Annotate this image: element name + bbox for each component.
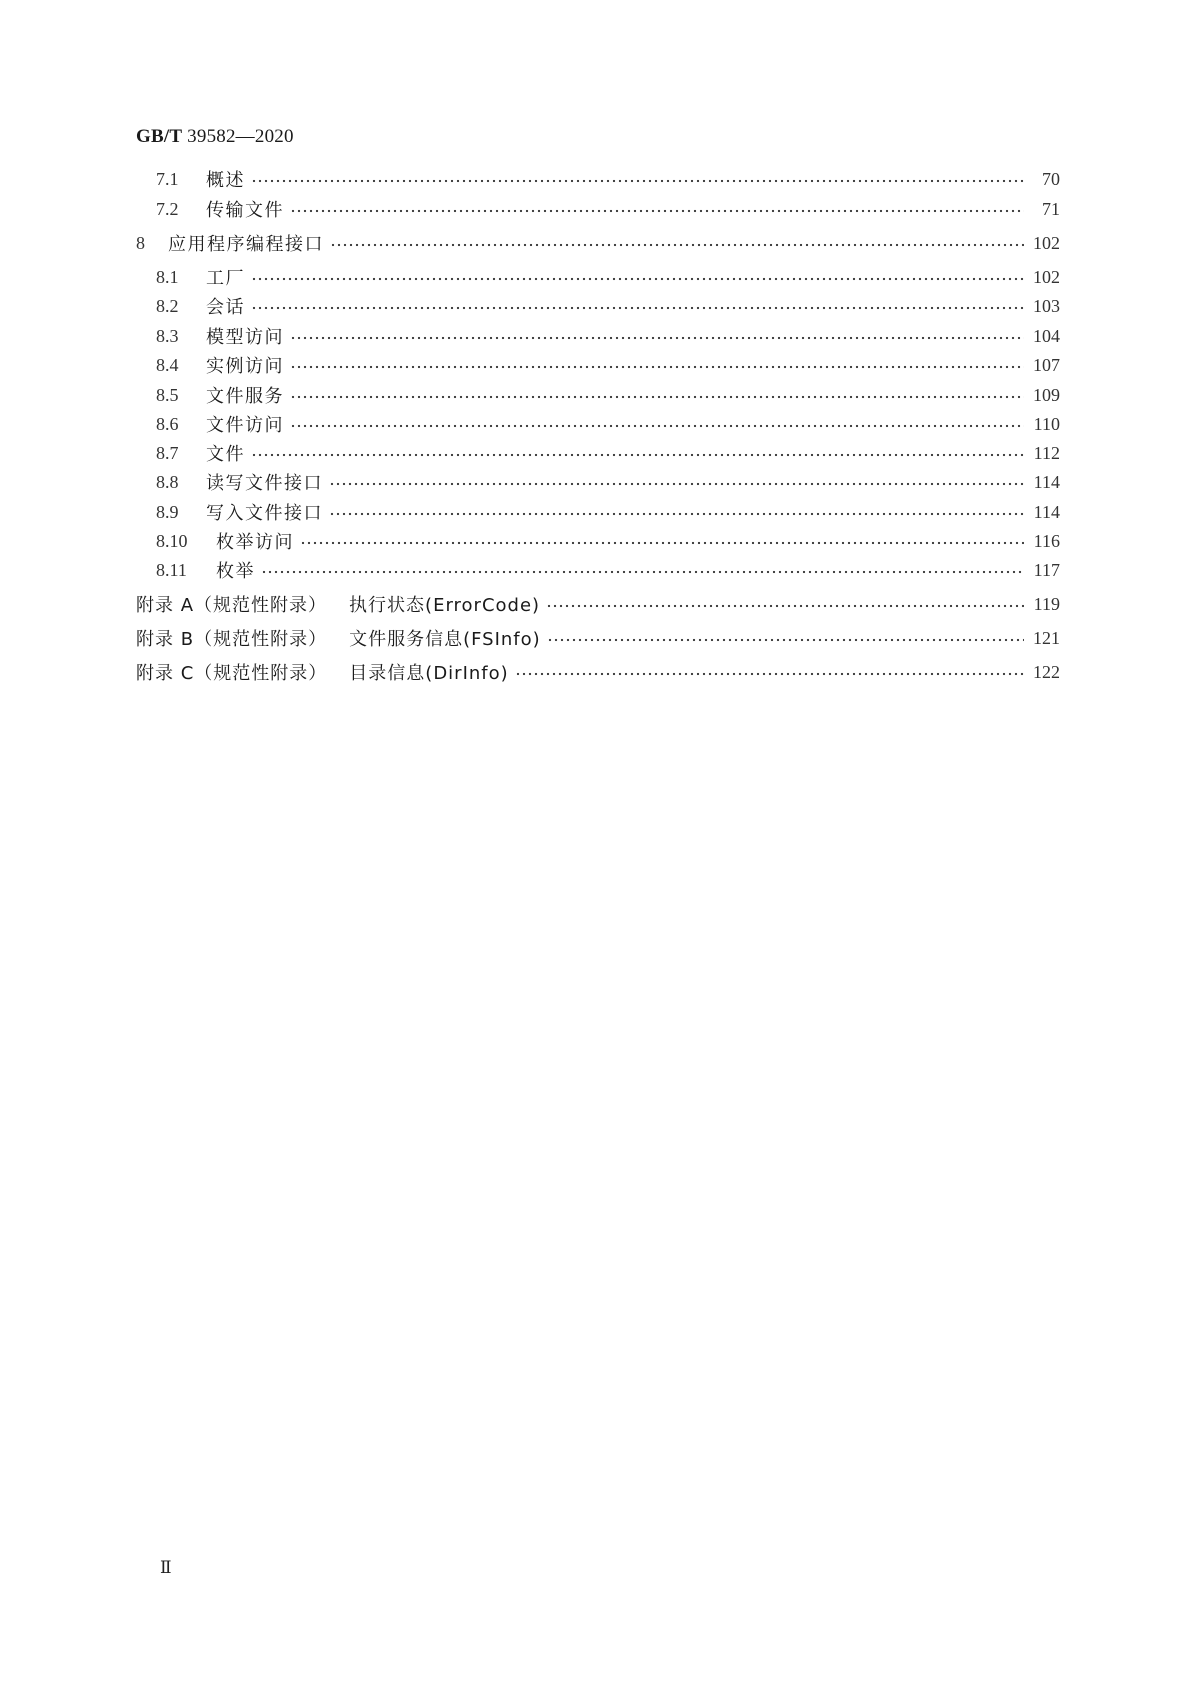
- toc-entry-page: 109: [1033, 384, 1060, 405]
- toc-entry-number: 8.9: [156, 501, 179, 522]
- toc-entry[interactable]: [156, 350, 1060, 380]
- toc-entry-title: 模型访问: [206, 327, 284, 348]
- appendix-label: 附录 B（规范性附录）: [136, 629, 328, 650]
- dot-leader: [290, 395, 1024, 399]
- toc-entry-number: 8.4: [156, 354, 179, 375]
- standard-code: GB/T: [136, 126, 183, 147]
- dot-leader: [251, 277, 1024, 281]
- dot-leader: [290, 209, 1024, 213]
- dot-leader: [290, 365, 1024, 369]
- toc-entry-title: 实例访问: [206, 356, 284, 377]
- toc-entry-number: 7.1: [156, 168, 179, 189]
- toc-entry-page: 102: [1033, 232, 1060, 253]
- toc-entry-title: 写入文件接口: [206, 503, 323, 524]
- toc-entry-page: 103: [1033, 295, 1060, 316]
- dot-leader: [547, 638, 1024, 642]
- toc-entry[interactable]: [156, 194, 1060, 224]
- toc-entry-title: 概述: [206, 170, 245, 191]
- toc-entry[interactable]: [156, 380, 1060, 410]
- toc-entry-number: 7.2: [156, 198, 179, 219]
- toc-entry-number: 8.3: [156, 325, 179, 346]
- toc-entry[interactable]: [156, 467, 1060, 497]
- toc-entry-page: 114: [1033, 471, 1060, 492]
- toc-entry[interactable]: [156, 262, 1060, 292]
- toc-entry-title: 应用程序编程接口: [168, 234, 324, 255]
- toc-entry-title: 枚举访问: [216, 532, 294, 553]
- toc-appendix-entry[interactable]: [136, 657, 1060, 687]
- toc-entry-title: 传输文件: [206, 200, 284, 221]
- toc-entry-title: 枚举: [216, 561, 255, 582]
- toc-entry-title: 文件访问: [206, 415, 284, 436]
- toc-entry[interactable]: [156, 526, 1060, 556]
- dot-leader: [251, 453, 1024, 457]
- toc-entry-page: 102: [1033, 266, 1060, 287]
- toc-entry[interactable]: [156, 164, 1060, 194]
- toc-entry-page: 107: [1033, 354, 1060, 375]
- appendix-label: 附录 A（规范性附录）: [136, 595, 328, 616]
- toc-entry-title: 会话: [206, 297, 245, 318]
- toc-entry-title: 文件服务: [206, 386, 284, 407]
- toc-entry-number: 8.1: [156, 266, 179, 287]
- toc-entry-number: 8: [136, 232, 145, 253]
- toc-entry-page: 71: [1042, 198, 1060, 219]
- appendix-label: 附录 C（规范性附录）: [136, 663, 328, 684]
- dot-leader: [329, 512, 1024, 516]
- toc-entry-page: 116: [1033, 530, 1060, 551]
- toc-entry-title: 读写文件接口: [206, 473, 323, 494]
- toc-entry[interactable]: [156, 291, 1060, 321]
- toc-appendix-entry[interactable]: [136, 623, 1060, 653]
- toc-entry-title: 工厂: [206, 268, 245, 289]
- toc-entry-number: 8.11: [156, 559, 187, 580]
- toc-entry[interactable]: [156, 321, 1060, 351]
- toc-entry-number: 8.2: [156, 295, 179, 316]
- appendix-title: 执行状态(ErrorCode): [349, 595, 541, 616]
- dot-leader: [330, 243, 1024, 247]
- dot-leader: [251, 306, 1024, 310]
- toc-entry-page: 114: [1033, 501, 1060, 522]
- toc-entry-page: 70: [1042, 168, 1060, 189]
- toc-chapter-entry[interactable]: [136, 228, 1060, 258]
- toc-entry[interactable]: [156, 555, 1060, 585]
- toc-entry-number: 8.8: [156, 471, 179, 492]
- toc-entry-page: 117: [1033, 559, 1060, 580]
- dot-leader: [546, 604, 1024, 608]
- toc-entry-number: 8.7: [156, 442, 179, 463]
- toc-entry-number: 8.10: [156, 530, 188, 551]
- appendix-page: 119: [1033, 593, 1060, 614]
- toc-entry-number: 8.6: [156, 413, 179, 434]
- standard-number: 39582—2020: [187, 126, 294, 147]
- dot-leader: [515, 672, 1024, 676]
- toc-entry[interactable]: [156, 497, 1060, 527]
- page-header: [136, 126, 294, 148]
- appendix-title: 目录信息(DirInfo): [349, 663, 509, 684]
- appendix-title: 文件服务信息(FSInfo): [349, 629, 541, 650]
- page-number-footer: Ⅱ: [160, 1558, 172, 1577]
- appendix-page: 121: [1033, 627, 1060, 648]
- toc-appendix-entry[interactable]: [136, 589, 1060, 619]
- appendix-page: 122: [1033, 661, 1060, 682]
- toc-entry-page: 110: [1033, 413, 1060, 434]
- dot-leader: [251, 179, 1024, 183]
- dot-leader: [300, 541, 1024, 545]
- dot-leader: [261, 570, 1024, 574]
- toc-entry-number: 8.5: [156, 384, 179, 405]
- toc-entry-page: 104: [1033, 325, 1060, 346]
- toc-entry-title: 文件: [206, 444, 245, 465]
- toc-entry[interactable]: [156, 409, 1060, 439]
- dot-leader: [290, 336, 1024, 340]
- dot-leader: [290, 424, 1024, 428]
- toc-entry[interactable]: [156, 438, 1060, 468]
- toc-entry-page: 112: [1033, 442, 1060, 463]
- dot-leader: [329, 482, 1024, 486]
